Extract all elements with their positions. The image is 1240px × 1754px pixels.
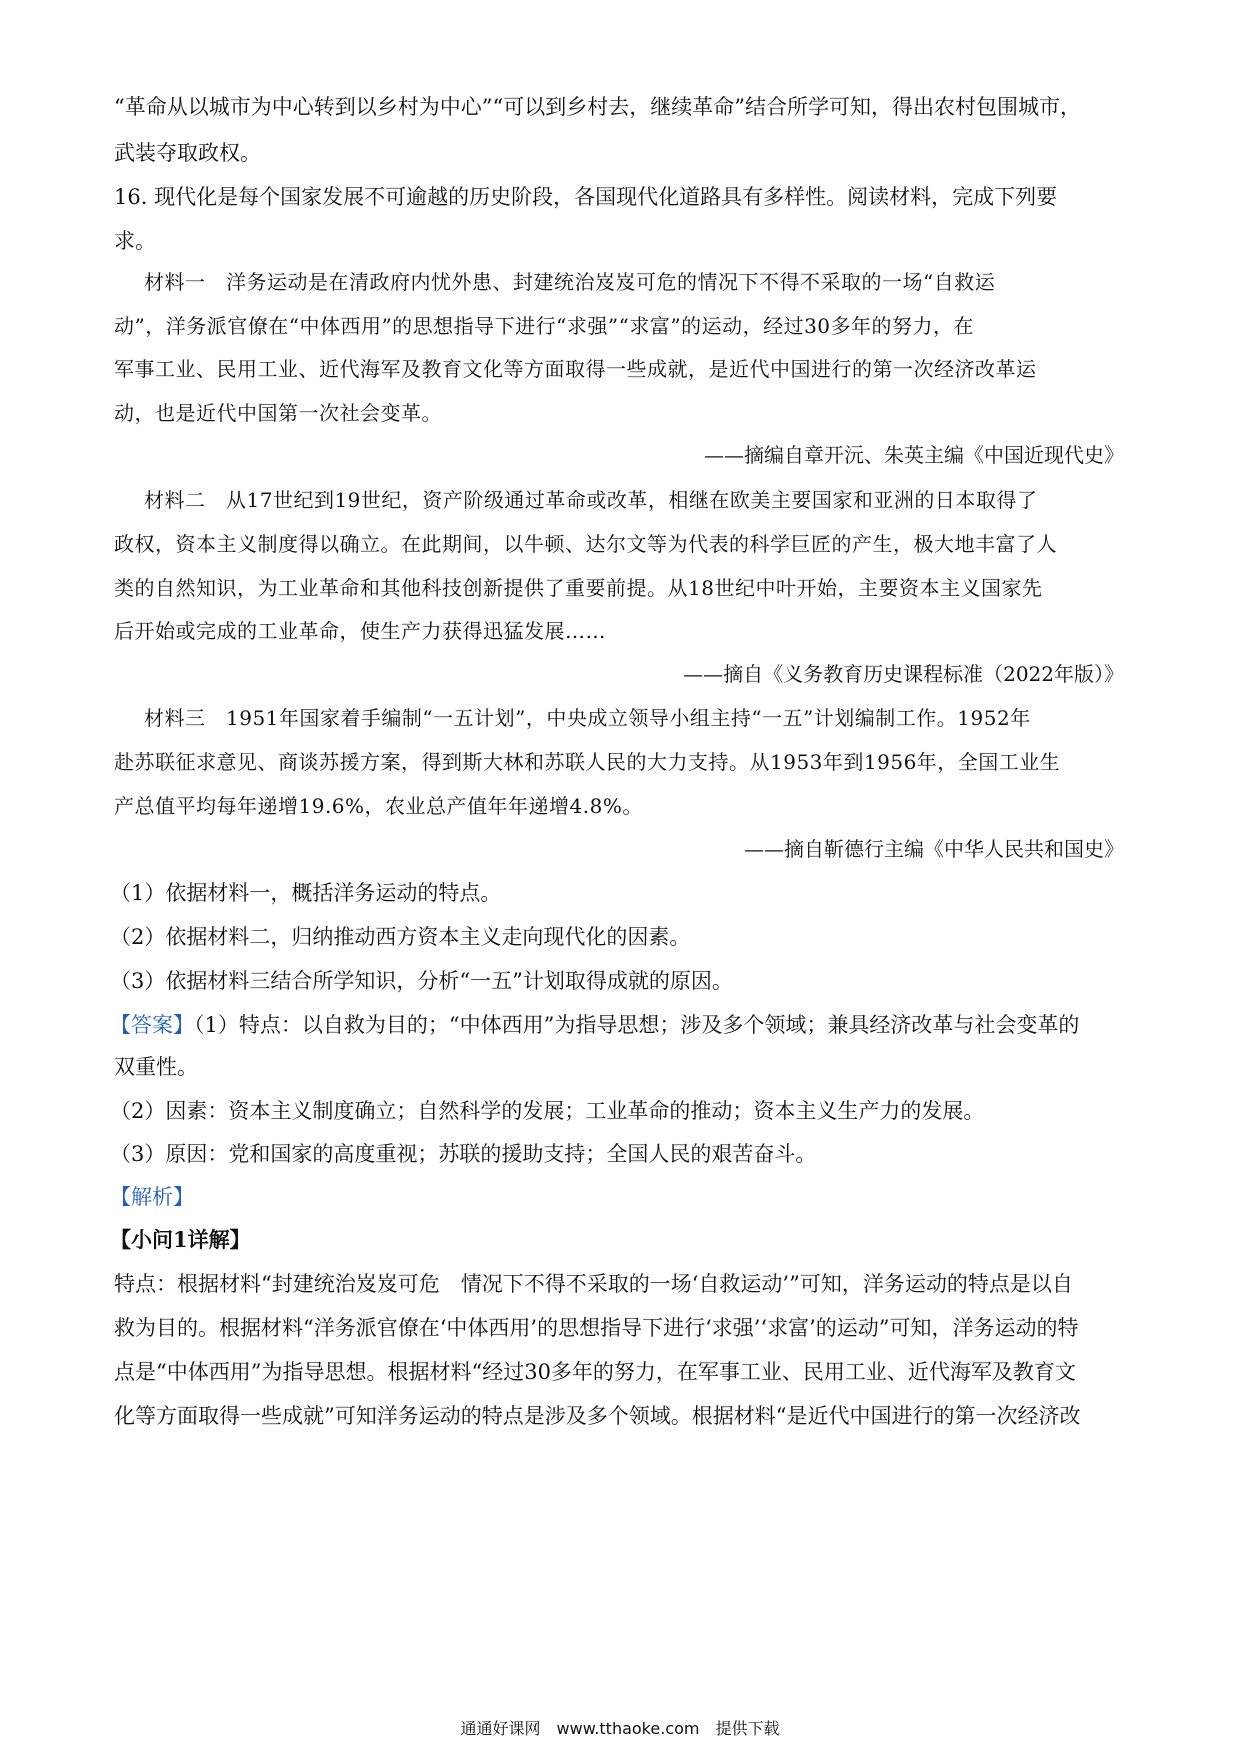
answer-line-4: （3）原因：党和国家的高度重视；苏联的援助支持；全国人民的艰苦奋斗。 xyxy=(110,1142,817,1166)
material3-line: 产总值平均每年递增19.6%，农业总产值年年递增4.8%。 xyxy=(114,794,643,818)
analysis-line: 特点：根据材料“封建统治岌岌可危 情况下不得不采取的一场‘自救运动’”可知，洋务运动的特点是以自 xyxy=(114,1272,1073,1296)
analysis-line: 点是“中体西用”为指导思想。根据材料“经过30多年的努力，在军事工业、民用工业、近代海军及教育文 xyxy=(114,1360,1076,1384)
material1-line: 动，也是近代中国第一次社会变革。 xyxy=(114,401,442,425)
material1-line: 动”，洋务派官僚在“中体西用”的思想指导下进行“求强”“求富”的运动，经过30多年的努力，在 xyxy=(114,314,975,338)
analysis-line: 化等方面取得一些成就”可知洋务运动的特点是涉及多个领域。根据材料“是近代中国进行的第一次经济改 xyxy=(114,1404,1081,1428)
page-footer: 通通好课网 www.tthaoke.com 提供下载 xyxy=(460,1719,780,1738)
material2-source: ——摘自《义务教育历史课程标准（2022年版）》 xyxy=(683,662,1124,686)
answer-line-2: 双重性。 xyxy=(114,1055,198,1079)
material2-line: 政权，资本主义制度得以确立。在此期间，以牛顿、达尔文等为代表的科学巨匠的产生，极大地丰富了人 xyxy=(114,532,1057,556)
answer-label: 【答案】 xyxy=(110,1013,194,1037)
subquestion-2: （2）依据材料二，归纳推动西方资本主义走向现代化的因素。 xyxy=(110,925,691,949)
subquestion-3: （3）依据材料三结合所学知识，分析“一五”计划取得成就的原因。 xyxy=(110,969,733,993)
material2-line: 后开始或完成的工业革命，使生产力获得迅猛发展…… xyxy=(114,619,606,643)
analysis-label: 【解析】 xyxy=(110,1185,194,1209)
material1-line: 军事工业、民用工业、近代海军及教育文化等方面取得一些成就，是近代中国进行的第一次经济改革运 xyxy=(114,357,1037,381)
answer-text-1: （1）特点：以自救为目的；“中体西用”为指导思想；涉及多个领域；兼具经济改革与社会变革的 xyxy=(194,1013,1080,1037)
question-16-line-1: 16. 现代化是每个国家发展不可逾越的历史阶段，各国现代化道路具有多样性。阅读材料，完成下列要 xyxy=(114,185,1058,209)
intro-line-1: “革命从以城市为中心转到以乡村为中心”“可以到乡村去，继续革命”结合所学可知，得出农村包围城市， xyxy=(114,95,1081,119)
material1-line: 材料一 洋务运动是在清政府内忧外患、封建统治岌岌可危的情况下不得不采取的一场“自救运 xyxy=(144,270,996,294)
question-16-line-2: 求。 xyxy=(114,229,156,253)
material1-source: ——摘编自章开沅、朱英主编《中国近现代史》 xyxy=(704,443,1124,467)
subquestion-1: （1）依据材料一，概括洋务运动的特点。 xyxy=(110,881,502,905)
material3-line: 赴苏联征求意见、商谈苏援方案，得到斯大林和苏联人民的大力支持。从1953年到1956年，全国工业生 xyxy=(114,750,1061,774)
material2-line: 类的自然知识，为工业革命和其他科技创新提供了重要前提。从18世纪中叶开始，主要资本主义国家先 xyxy=(114,576,1043,600)
answer-line-3: （2）因素：资本主义制度确立；自然科学的发展；工业革命的推动；资本主义生产力的发展。 xyxy=(110,1099,985,1123)
material3-source: ——摘自靳德行主编《中华人民共和国史》 xyxy=(744,837,1124,861)
material2-line: 材料二 从17世纪到19世纪，资产阶级通过革命或改革，相继在欧美主要国家和亚洲的日本取得了 xyxy=(144,488,1038,512)
analysis-sub-label: 【小问1详解】 xyxy=(110,1227,251,1252)
analysis-line: 救为目的。根据材料“洋务派官僚在‘中体西用’的思想指导下进行‘求强’‘求富’的运动”可知，洋务运动的特 xyxy=(114,1316,1079,1340)
material3-line: 材料三 1951年国家着手编制“一五计划”，中央成立领导小组主持“一五”计划编制工作。1952年 xyxy=(144,706,1031,730)
intro-line-2: 武装夺取政权。 xyxy=(114,141,261,165)
answer-line-1 xyxy=(110,1010,1120,1040)
